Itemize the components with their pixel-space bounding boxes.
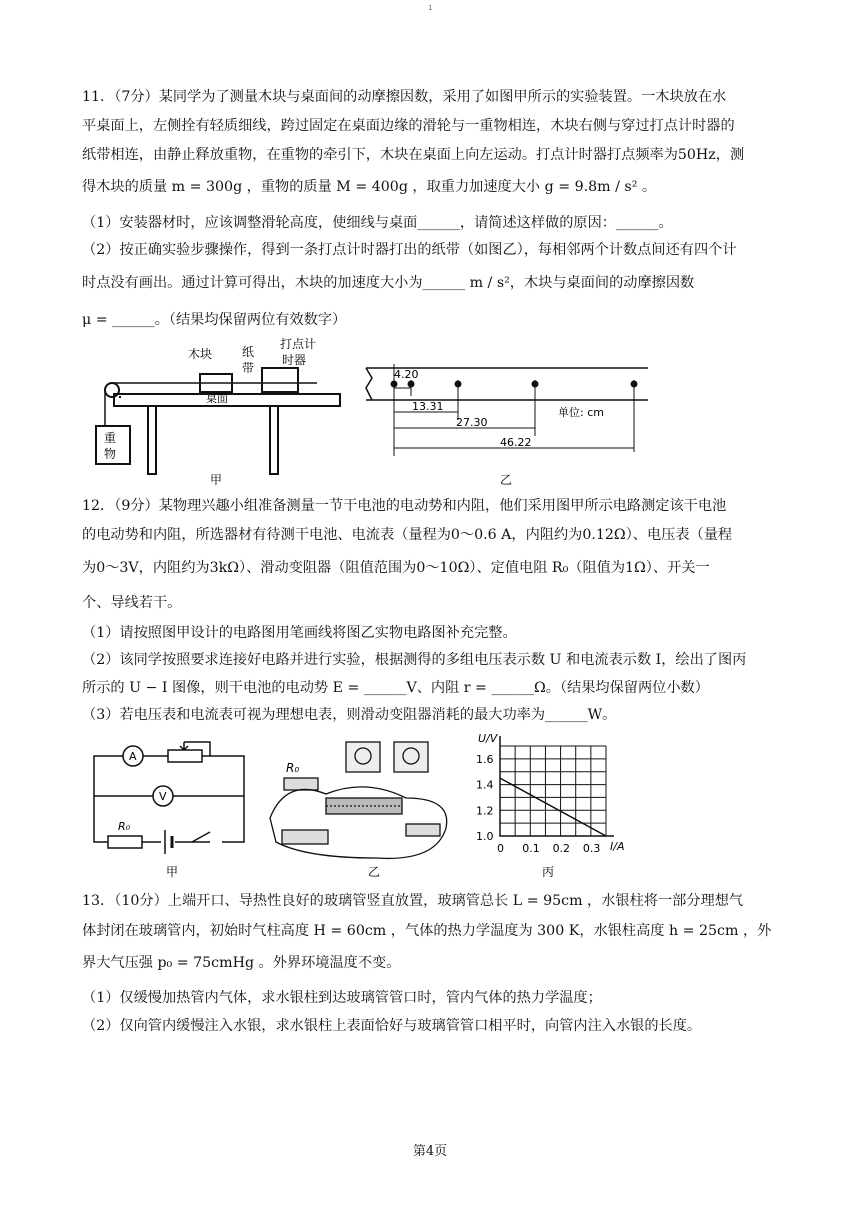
y-tick-label: 1.0 xyxy=(476,830,494,843)
tape-distance-4: 46.22 xyxy=(500,436,532,449)
q12-line: 为0～3V，内阻约为3kΩ）、滑动变阻器（阻值范围为0～10Ω）、定值电阻 R₀（阻值为1Ω）、开关一 xyxy=(82,560,710,576)
q13-line: 界大气压强 p₀ = 75cmHg 。外界环境温度不变。 xyxy=(82,955,401,971)
q11-line: 平桌面上，左侧拴有轻质细线，跨过固定在桌面边缘的滑轮与一重物相连，木块右侧与穿过打点计时器的 xyxy=(82,118,735,134)
label-table: 桌面 xyxy=(206,392,228,405)
q11-line: 得木块的质量 m = 300g ，重物的质量 M = 400g ，取重力加速度大小 g = 9.8m / s² 。 xyxy=(82,179,657,195)
x-tick-label: 0.1 xyxy=(522,842,540,855)
q11-figure-jia xyxy=(82,336,352,488)
q12-figure-yi-apparatus xyxy=(266,738,460,880)
x-axis-label: I/A xyxy=(610,840,625,853)
figure-caption: 丙 xyxy=(542,865,555,879)
q12-line: 的电动势和内阻，所选器材有待测干电池、电流表（量程为0～0.6 A，内阻约为0.12Ω）、电压表（量程 xyxy=(82,527,733,543)
figure-caption: 乙 xyxy=(500,473,513,487)
label-weight-1: 重 xyxy=(104,431,117,445)
x-tick-label: 0.2 xyxy=(552,842,571,855)
page-footer: 第4页 xyxy=(412,1144,448,1159)
resistor-r0-label: R₀ xyxy=(286,761,300,775)
q12-line: （3）若电压表和电流表可视为理想电表，则滑动变阻器消耗的最大功率为______W。 xyxy=(82,707,617,723)
ui-series-line xyxy=(500,778,606,836)
y-tick-label: 1.6 xyxy=(476,752,494,766)
label-tape-1: 纸 xyxy=(242,345,255,359)
label-block: 木块 xyxy=(188,347,213,361)
q11-line: 11．（7分）某同学为了测量木块与桌面间的动摩擦因数，采用了如图甲所示的实验装置。一木块放在水 xyxy=(82,89,727,105)
label-timer-2: 时器 xyxy=(282,353,307,367)
tape-distance-1: 4.20 xyxy=(394,368,419,381)
label-timer-1: 打点计 xyxy=(280,337,317,351)
tape-distance-3: 27.30 xyxy=(456,416,488,429)
label-tape-2: 带 xyxy=(242,361,255,375)
voltmeter-symbol: V xyxy=(159,790,167,803)
q13-line: 体封闭在玻璃管内，初始时气柱高度 H = 60cm ，气体的热力学温度为 300 K，水银柱高度 h = 25cm ，外 xyxy=(82,923,772,939)
figure-caption: 甲 xyxy=(210,473,223,487)
q12-figure-bing-ui-chart xyxy=(470,730,640,880)
figure-caption: 甲 xyxy=(166,865,179,879)
tape-distance-2: 13.31 xyxy=(412,400,444,413)
y-tick-label: 1.4 xyxy=(476,778,494,792)
x-tick-label: 0 xyxy=(497,842,504,855)
q12-figure-jia-circuit xyxy=(88,738,256,880)
q11-line: μ = ______。（结果均保留两位有效数字） xyxy=(82,312,347,328)
label-weight-2: 物 xyxy=(104,447,117,461)
page-top-mark: 1 xyxy=(428,4,433,12)
q11-line: （2）按正确实验步骤操作，得到一条打点计时器打出的纸带（如图乙），每相邻两个计数点间还有四个计 xyxy=(82,242,737,258)
q13-line: （2）仅向管内缓慢注入水银，求水银柱上表面恰好与玻璃管管口相平时，向管内注入水银的长度。 xyxy=(82,1018,702,1034)
q11-line: （1）安装器材时，应该调整滑轮高度，使细线与桌面______，请简述这样做的原因：______。 xyxy=(82,215,673,231)
q12-line: 所示的 U − I 图像，则干电池的电动势 E = ______V、内阻 r = ______Ω。（结果均保留两位小数） xyxy=(82,680,709,696)
tape-unit: 单位: cm xyxy=(558,406,604,419)
q13-line: 13．（10分）上端开口、导热性良好的玻璃管竖直放置，玻璃管总长 L = 95cm ，水银柱将一部分理想气 xyxy=(82,893,744,909)
axis-line xyxy=(500,736,614,836)
q12-line: （2）该同学按照要求连接好电路并进行实验，根据测得的多组电压表示数 U 和电流表示数 I，绘出了图丙 xyxy=(82,652,747,668)
q12-line: （1）请按照图甲设计的电路图用笔画线将图乙实物电路图补充完整。 xyxy=(82,625,517,641)
figure-caption: 乙 xyxy=(368,865,381,879)
q12-line: 12．（9分）某物理兴趣小组准备测量一节干电池的电动势和内阻，他们采用图甲所示电路测定该干电池 xyxy=(82,498,727,514)
q11-line: 纸带相连，由静止释放重物，在重物的牵引下，木块在桌面上向左运动。打点计时器打点频率为50Hz，测 xyxy=(82,147,745,163)
q11-figure-yi xyxy=(358,360,658,488)
x-tick-label: 0.3 xyxy=(582,842,601,855)
y-tick-label: 1.2 xyxy=(476,804,494,818)
ammeter-symbol: A xyxy=(129,750,137,763)
y-axis-label: U/V xyxy=(478,732,498,745)
q12-line: 个、导线若干。 xyxy=(82,595,182,611)
resistor-r0-label: R₀ xyxy=(118,820,131,833)
q11-line: 时点没有画出。通过计算可得出，木块的加速度大小为______ m / s²，木块与桌面间的动摩擦因数 xyxy=(82,275,695,291)
q13-line: （1）仅缓慢加热管内气体，求水银柱到达玻璃管管口时，管内气体的热力学温度； xyxy=(82,990,602,1006)
